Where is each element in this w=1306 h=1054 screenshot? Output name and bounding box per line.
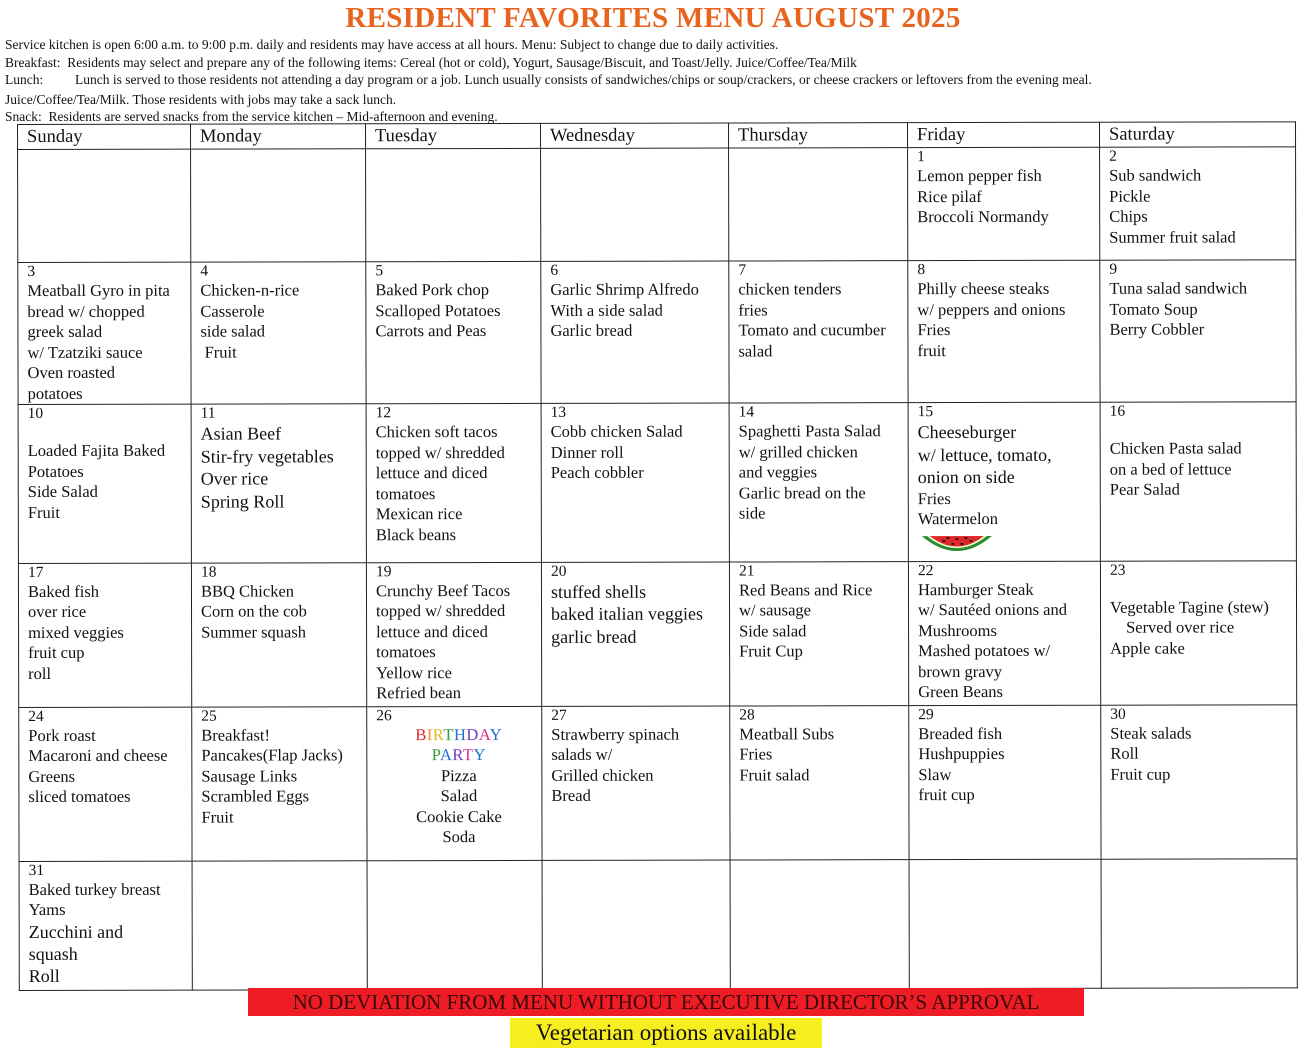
menu-item: Pizza (440, 765, 477, 785)
menu-item: Fruit (201, 807, 234, 827)
watermelon-slice-icon (920, 531, 1100, 560)
day-cell-9 (1100, 260, 1296, 402)
menu-item: Casserole (200, 300, 265, 321)
menu-item: Cobb chicken Salad (550, 421, 683, 441)
menu-item: Baked turkey breast (28, 879, 161, 899)
menu-item: Garlic bread (550, 320, 633, 340)
day-cell-12 (366, 403, 541, 562)
menu-item: Green Beans (918, 681, 1003, 702)
menu-item: Mushrooms (918, 620, 997, 640)
lunch-line-2 (5, 91, 1305, 108)
lunch-line (5, 71, 1305, 88)
menu-item: Red Beans and Rice (738, 579, 873, 599)
lunch-label: Lunch: (5, 72, 44, 87)
menu-item: Refried bean (376, 683, 461, 703)
empty-cell (191, 149, 366, 262)
day-cell-18 (191, 562, 366, 706)
menu-item: Pear Salad (1109, 479, 1180, 499)
menu-item: Black beans (375, 524, 457, 544)
menu-item: stuffed shells (550, 581, 647, 602)
day-number: 27 (551, 706, 567, 724)
menu-item: Watermelon (917, 508, 999, 529)
snack-text: Residents are served snacks from the service kitchen – Mid-afternoon and evening. (48, 109, 498, 124)
day-cell-21 (729, 561, 908, 705)
menu-item: greek salad (27, 321, 103, 341)
menu-item: topped w/ shredded (375, 442, 505, 462)
menu-item: Fruit (200, 342, 237, 362)
menu-item: lettuce and diced (375, 463, 488, 483)
menu-item: w/ sausage (738, 600, 811, 620)
day-number: 22 (917, 561, 934, 579)
menu-item: salads w/ (551, 744, 613, 764)
menu-item: Baked fish (27, 581, 100, 601)
menu-item: over rice (28, 601, 87, 621)
lunch-text: Lunch is served to those residents not attending a day program or a job. Lunch usually consists of sandwiches/chips or soup/crackers, or cheese crackers or leftovers from the evening meal. (75, 72, 1092, 87)
day-number: 2 (1109, 147, 1117, 165)
menu-item: Over rice (200, 468, 269, 489)
menu-item: Fries (917, 488, 951, 508)
service-hours-line (5, 36, 1305, 53)
day-cell-24 (19, 707, 192, 861)
empty-cell (18, 149, 191, 262)
weekday-tuesday: Tuesday (366, 123, 541, 148)
menu-item: baked italian veggies (551, 603, 704, 624)
day-cell-25 (192, 706, 367, 860)
empty-cell (909, 859, 1101, 988)
menu-item: Side Salad (27, 481, 98, 501)
menu-item: Soda (442, 827, 476, 847)
menu-item: tomatoes (376, 642, 436, 662)
day-number: 13 (550, 403, 567, 421)
week-row-4 (18, 560, 1296, 707)
menu-item: Chicken Pasta salad (1109, 438, 1242, 458)
breakfast-label: Breakfast: (5, 55, 61, 70)
day-number: 21 (738, 561, 755, 579)
day-cell-3 (18, 262, 191, 404)
menu-item: Cookie Cake (416, 806, 502, 826)
menu-item: w/ Tzatziki sauce (27, 342, 143, 362)
menu-item: Hushpuppies (918, 743, 1005, 764)
menu-item: Meatball Subs (739, 723, 835, 743)
menu-item: Macaroni and cheese (28, 745, 168, 765)
weekday-thursday: Thursday (728, 123, 907, 148)
menu-item: Peach cobbler (550, 462, 644, 482)
menu-item: Broccoli Normandy (917, 206, 1049, 227)
day-cell-7 (729, 261, 908, 403)
day-number: 15 (917, 403, 934, 421)
day-cell-11 (191, 404, 366, 563)
day-cell-20 (541, 562, 729, 706)
menu-item: Greens (28, 766, 76, 786)
day-number: 14 (738, 403, 755, 421)
day-number: 12 (375, 404, 392, 422)
menu-item: tomatoes (375, 483, 436, 503)
menu-item: Breaded fish (918, 723, 1003, 743)
day-number: 6 (550, 261, 559, 279)
day-number: 29 (918, 705, 934, 723)
menu-item: Sausage Links (201, 765, 298, 786)
menu-item: Rice pilaf (917, 186, 982, 206)
menu-item: Roll (28, 965, 60, 986)
weekday-monday: Monday (191, 124, 366, 149)
day-cell-28 (730, 705, 909, 859)
menu-item: Scalloped Potatoes (375, 300, 501, 320)
menu-item: Yams (28, 899, 66, 919)
day-cell-1 (908, 147, 1100, 260)
menu-item: Salad (440, 786, 478, 806)
empty-cell (367, 860, 542, 989)
breakfast-text: Residents may select and prepare any of the following items: Cereal (hot or cold), Yogurt, Sausage/Biscuit, and Toast/Jelly. Juice/Coffee/Tea/Milk (67, 55, 857, 70)
day-number: 11 (200, 404, 216, 422)
weekday-sunday: Sunday (18, 124, 191, 149)
menu-item: fruit cup (918, 784, 975, 805)
day-cell-27 (542, 706, 730, 860)
menu-item: Steak salads (1110, 723, 1192, 743)
menu-item: Scrambled Eggs (201, 786, 310, 806)
day-cell-4 (191, 262, 366, 404)
day-cell-17 (18, 563, 191, 707)
menu-item: Mexican rice (375, 504, 463, 524)
menu-item: sliced tomatoes (28, 786, 131, 806)
menu-item: Chicken-n-rice (200, 280, 300, 300)
menu-item: w/ Sautéed onions and (917, 599, 1067, 620)
menu-item: bread w/ chopped (27, 301, 145, 321)
service-hours-text: Service kitchen is open 6:00 a.m. to 9:00 p.m. daily and residents may have access at all hours. Menu: Subject to change due to daily activities. (5, 37, 779, 52)
week-row-1 (18, 147, 1296, 263)
empty-cell (366, 148, 541, 261)
day-cell-14 (729, 403, 908, 562)
menu-item: Served over rice (1126, 617, 1235, 637)
menu-item: Vegetable Tagine (stew) (1109, 596, 1269, 617)
menu-item: squash (28, 943, 78, 964)
day-number: 28 (739, 705, 755, 723)
menu-item: Chips (1109, 206, 1148, 226)
menu-item: Dinner roll (550, 442, 624, 462)
day-cell-15 (908, 402, 1100, 561)
menu-item: Lemon pepper fish (917, 165, 1042, 186)
menu-item: Fruit (27, 502, 60, 522)
day-number: 23 (1109, 561, 1126, 579)
menu-item: Carrots and Peas (375, 321, 487, 341)
weekday-header-row (18, 122, 1296, 150)
day-number: 20 (550, 562, 567, 580)
day-cell-26 (367, 706, 542, 860)
empty-cell (730, 859, 909, 988)
day-cell-6 (541, 261, 729, 403)
party-word: PARTY (431, 745, 486, 765)
day-number: 18 (200, 563, 217, 581)
menu-item: roll (28, 663, 52, 683)
menu-item: Apple cake (1110, 638, 1185, 658)
menu-item: Stir-fry vegetables (200, 445, 334, 467)
menu-item: w/ lettuce, tomato, (917, 444, 1052, 465)
day-number: 24 (28, 707, 44, 725)
menu-item: salad (738, 340, 773, 360)
menu-item: Pork roast (28, 725, 96, 745)
menu-item: w/ grilled chicken (738, 441, 858, 461)
menu-item: Fries (739, 744, 773, 764)
day-number: 30 (1110, 705, 1126, 723)
menu-item: mixed veggies (28, 622, 124, 642)
week-row-2 (18, 260, 1296, 405)
day-cell-5 (366, 261, 541, 403)
weekday-friday: Friday (907, 122, 1099, 147)
day-number: 26 (376, 706, 392, 724)
menu-item: side salad (200, 321, 266, 341)
day-cell-16 (1100, 402, 1296, 561)
menu-item: Summer squash (201, 621, 307, 642)
snack-label: Snack: (5, 109, 42, 124)
menu-item: Pickle (1109, 186, 1151, 206)
menu-item: Tuna salad sandwich (1109, 278, 1248, 298)
menu-item: Oven roasted (27, 362, 116, 382)
day-number: 25 (201, 707, 217, 725)
day-number: 19 (375, 562, 392, 580)
menu-item: Spaghetti Pasta Salad (738, 421, 881, 441)
menu-item: Cheeseburger (917, 421, 1017, 443)
week-row-6 (19, 858, 1297, 990)
menu-item: and veggies (738, 462, 818, 482)
weekday-wednesday: Wednesday (540, 123, 728, 148)
day-number: 10 (27, 404, 44, 422)
day-number: 31 (28, 861, 45, 879)
menu-item: fries (738, 299, 768, 319)
day-number: 5 (375, 262, 384, 280)
day-cell-2 (1100, 147, 1296, 260)
menu-item: Sub sandwich (1109, 165, 1202, 185)
menu-item: Summer fruit salad (1109, 226, 1236, 247)
menu-item: Grilled chicken (551, 765, 654, 785)
day-cell-8 (908, 260, 1100, 402)
day-number: 8 (917, 261, 926, 279)
menu-item: Meatball Gyro in pita (27, 280, 170, 300)
menu-item: Chicken soft tacos (375, 421, 498, 442)
day-cell-30 (1101, 704, 1297, 858)
menu-item: Fruit cup (1110, 764, 1171, 784)
menu-item: Corn on the cob (201, 601, 307, 621)
menu-item: Spring Roll (200, 490, 285, 512)
day-number: 4 (200, 262, 209, 280)
day-cell-31 (19, 861, 192, 990)
menu-item: Fries (917, 320, 951, 340)
day-number: 3 (27, 262, 36, 280)
menu-item: Mashed potatoes w/ (918, 640, 1051, 661)
menu-item: Fruit salad (739, 764, 810, 784)
menu-title: RESIDENT FAVORITES MENU AUGUST 2025 (345, 2, 961, 34)
breakfast-line (5, 54, 1305, 71)
day-number: 7 (738, 261, 747, 279)
menu-item: Yellow rice (376, 662, 452, 682)
lunch-text-2: Juice/Coffee/Tea/Milk. Those residents with jobs may take a sack lunch. (5, 92, 397, 107)
menu-item: Garlic bread on the (738, 482, 866, 502)
day-number: 16 (1109, 402, 1126, 420)
menu-item: Tomato and cucumber (738, 320, 886, 340)
menu-item: With a side salad (550, 300, 663, 320)
menu-item: side (738, 503, 766, 523)
menu-item: potatoes (27, 383, 83, 403)
menu-item: Berry Cobbler (1109, 319, 1205, 339)
menu-item: Baked Pork chop (375, 280, 490, 300)
menu-item: fruit cup (28, 642, 85, 662)
day-cell-22 (908, 561, 1100, 705)
menu-item: Potatoes (27, 461, 84, 481)
menu-item: Hamburger Steak (917, 579, 1034, 599)
menu-item: lettuce and diced (376, 621, 488, 641)
menu-calendar (17, 121, 1298, 990)
day-cell-19 (366, 562, 541, 706)
approval-warning-banner: NO DEVIATION FROM MENU WITHOUT EXECUTIVE DIRECTOR’S APPROVAL (248, 988, 1084, 1016)
weekday-saturday: Saturday (1099, 122, 1295, 147)
menu-item: fruit (917, 340, 946, 360)
menu-item: onion on side (917, 466, 1015, 488)
empty-cell (542, 860, 730, 989)
menu-item: Zucchini and (28, 921, 124, 942)
day-cell-13 (541, 403, 729, 562)
menu-item: Roll (1110, 743, 1139, 763)
menu-item: Breakfast! (201, 724, 271, 745)
menu-item: Fruit Cup (739, 641, 803, 661)
menu-item: Bread (551, 785, 591, 805)
empty-cell (192, 860, 367, 989)
menu-item: Crunchy Beef Tacos (375, 580, 511, 600)
empty-cell (541, 148, 729, 261)
day-number: 9 (1109, 260, 1118, 278)
menu-item: garlic bread (551, 626, 637, 647)
vegetarian-options-banner: Vegetarian options available (510, 1018, 822, 1048)
day-number: 17 (27, 563, 44, 581)
menu-item: Slaw (918, 764, 952, 784)
menu-item: Tomato Soup (1109, 299, 1198, 319)
menu-item: BBQ Chicken (200, 580, 295, 601)
menu-item: brown gravy (918, 661, 1003, 681)
birthday-word: BIRTHDAY (415, 724, 503, 744)
menu-item: Philly cheese steaks (917, 278, 1050, 299)
week-row-5 (19, 704, 1297, 861)
day-cell-23 (1100, 560, 1296, 704)
menu-item: Pancakes(Flap Jacks) (201, 745, 343, 765)
menu-item: chicken tenders (738, 279, 842, 299)
menu-item: on a bed of lettuce (1109, 458, 1232, 479)
day-cell-29 (909, 705, 1101, 859)
menu-item: Strawberry spinach (551, 724, 680, 744)
menu-item: Garlic Shrimp Alfredo (550, 279, 699, 299)
day-number: 1 (917, 148, 925, 166)
menu-item: topped w/ shredded (376, 600, 506, 621)
empty-cell (1101, 858, 1297, 987)
menu-item: Side salad (739, 620, 807, 640)
menu-item: Loaded Fajita Baked (27, 440, 166, 460)
week-row-3 (18, 402, 1296, 563)
menu-item: Asian Beef (200, 423, 282, 444)
day-cell-10 (18, 404, 191, 563)
menu-item: w/ peppers and onions (917, 299, 1066, 319)
empty-cell (729, 148, 908, 261)
